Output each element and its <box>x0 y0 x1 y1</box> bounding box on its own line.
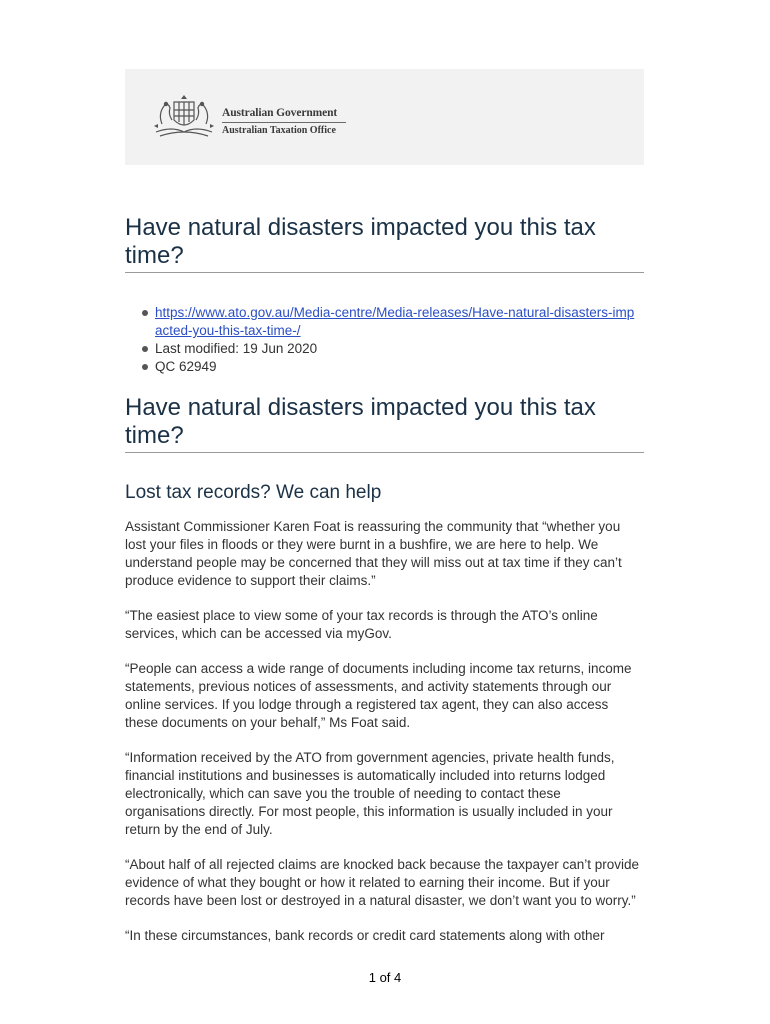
paragraph: “In these circumstances, bank records or credit card statements along with other <box>125 928 605 943</box>
page-title: Have natural disasters impacted you this tax time? <box>125 214 644 273</box>
paragraph: “Information received by the ATO from government agencies, private health funds, financial institutions and businesses is automatically included into returns lodged electronically, which can save you the trouble of needing to contact these organisations directly. For most people, this information is usually included in your return by the end of July. <box>125 750 615 837</box>
coat-of-arms-icon <box>152 94 216 140</box>
office-name: Australian Taxation Office <box>222 125 336 136</box>
last-modified: Last modified: 19 Jun 2020 <box>155 340 640 358</box>
paragraph: “People can access a wide range of documents including income tax returns, income statements, previous notices of assessments, and activity statements through our online services. If you lodge through a registered tax agent, they can also access these documents on your behalf,” Ms Foat said. <box>125 661 632 730</box>
page-indicator: 1 of 4 <box>368 970 402 985</box>
article-subheading: Lost tax records? We can help <box>125 482 382 503</box>
article-title: Have natural disasters impacted you this tax time? <box>125 394 644 453</box>
paragraph: “The easiest place to view some of your tax records is through the ATO’s online services, which can be accessed via myGov. <box>125 608 598 641</box>
article-body <box>125 518 640 962</box>
metadata-list <box>155 304 640 376</box>
paragraph: “About half of all rejected claims are knocked back because the taxpayer can’t provide evidence of what they bought or how it related to earning their income. But if your records have been lost or destroyed in a natural disaster, we don’t want you to worry.” <box>125 857 640 908</box>
source-url-link[interactable]: https://www.ato.gov.au/Media-centre/Media-releases/Have-natural-disasters-impacted-you-this-tax-time-/ <box>155 305 635 338</box>
government-name: Australian Government <box>222 106 346 123</box>
qc-number: QC 62949 <box>155 358 640 376</box>
header-banner <box>125 69 644 165</box>
paragraph: Assistant Commissioner Karen Foat is reassuring the community that “whether you lost your files in floods or they were burnt in a bushfire, we are here to help. We understand people may be concerned that they will miss out at tax time if they can’t produce evidence to support their claims.” <box>125 519 622 588</box>
list-item <box>155 304 640 340</box>
